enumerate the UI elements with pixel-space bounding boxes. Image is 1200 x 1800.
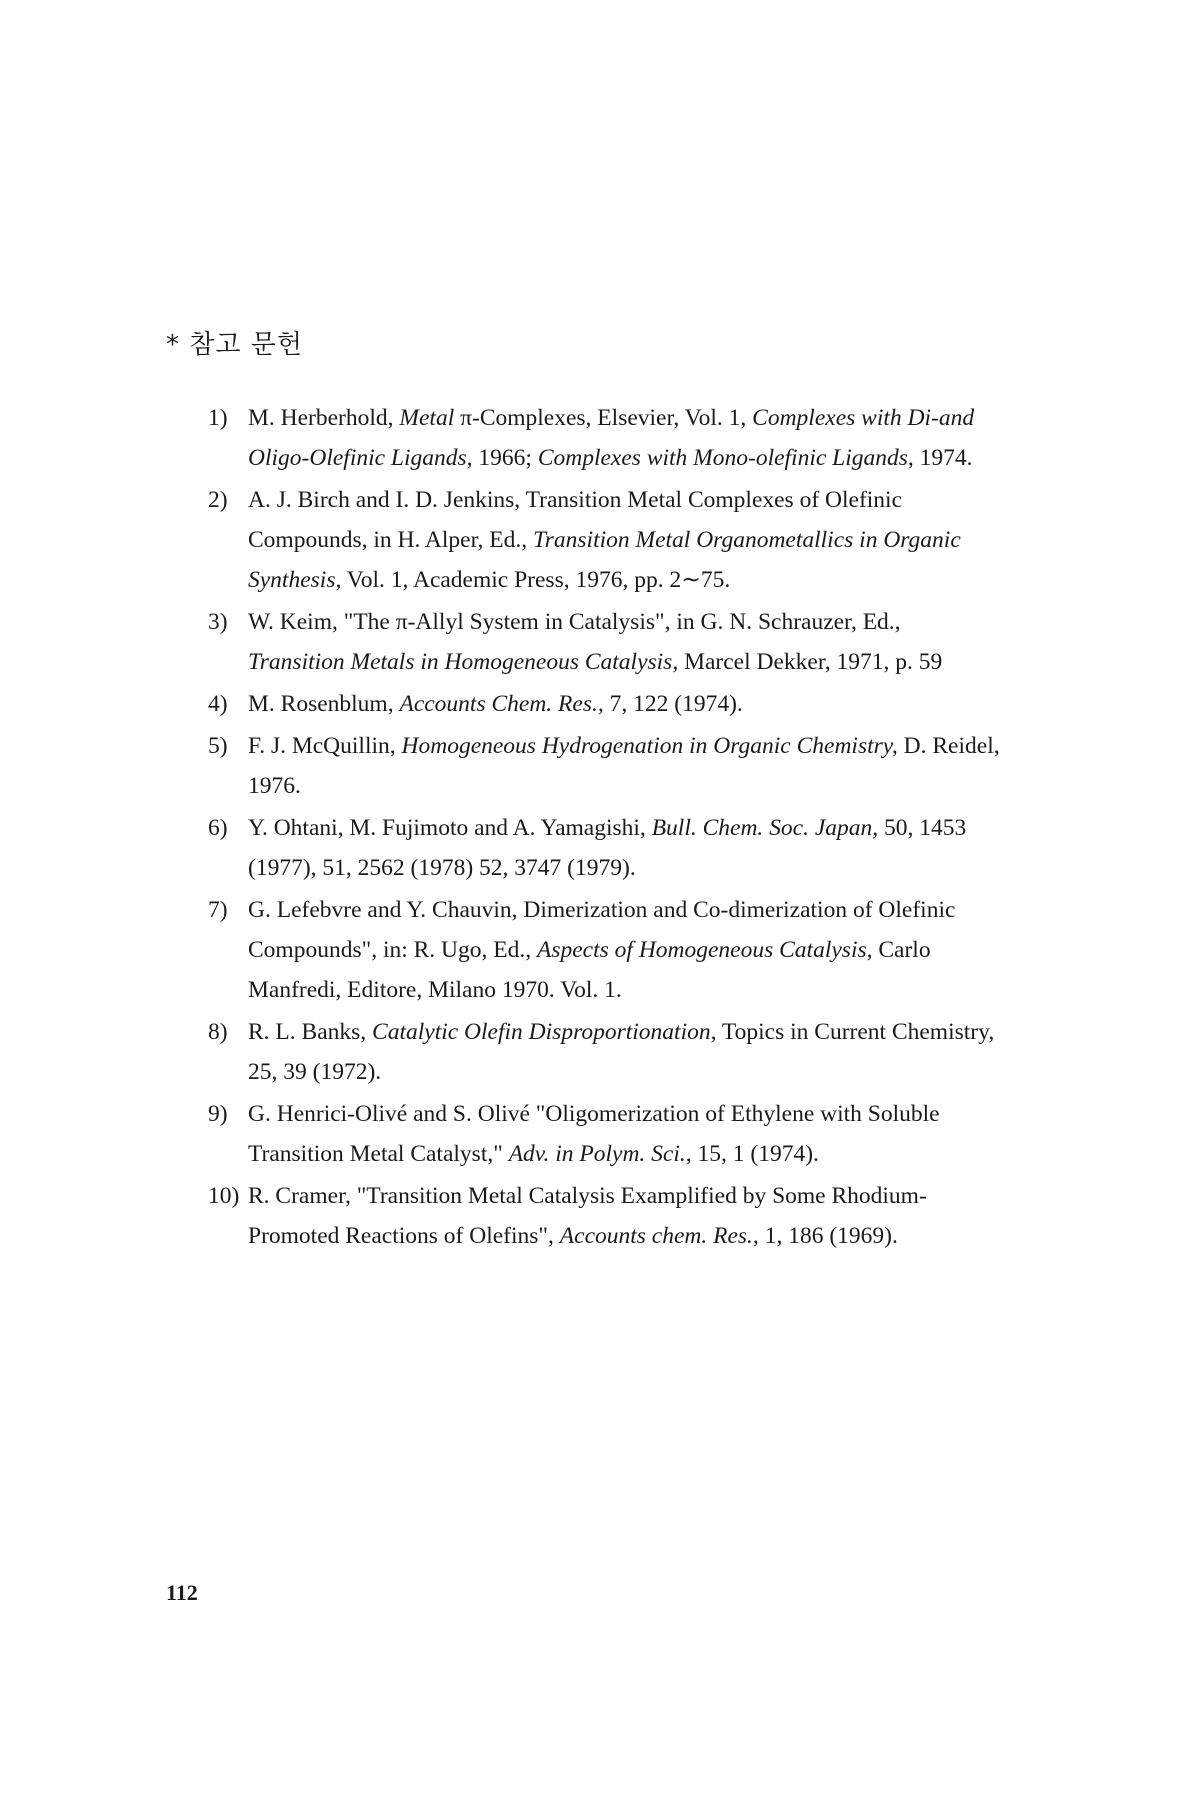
reference-text	[248, 1019, 994, 1085]
reference-title-italic: Transition Metal Organometallics in Organic Synthesis,	[248, 527, 961, 593]
reference-title-italic: Bull. Chem. Soc. Japan,	[651, 815, 879, 841]
reference-number: 4)	[208, 691, 228, 717]
reference-segment: Topics in Current Chemistry, 25, 39 (1972).	[248, 1019, 995, 1085]
reference-item-5	[208, 726, 1003, 806]
reference-title-italic: Complexes with Di-and Oligo-Olefinic Ligands,	[248, 405, 975, 471]
reference-text	[248, 733, 1000, 799]
reference-item-4	[208, 684, 1003, 724]
reference-text	[248, 815, 966, 881]
reference-segment: R. L. Banks,	[248, 1019, 373, 1045]
reference-text	[248, 691, 743, 717]
reference-segment: 1, 186 (1969).	[758, 1223, 898, 1249]
reference-item-6	[208, 808, 1003, 888]
reference-number: 6)	[208, 815, 228, 841]
reference-text	[248, 1183, 927, 1249]
reference-segment: M. Rosenblum,	[248, 691, 400, 717]
reference-segment: Y. Ohtani, M. Fujimoto and A. Yamagishi,	[248, 815, 652, 841]
reference-segment: R. Cramer, "Transition Metal Catalysis Examplified by Some Rhodium-Promoted Reactions of Olefins",	[248, 1183, 927, 1249]
reference-segment: M. Herberhold,	[248, 405, 400, 431]
reference-item-2	[208, 480, 1003, 600]
reference-number: 5)	[208, 733, 228, 759]
reference-segment: π-Complexes, Elsevier, Vol. 1,	[454, 405, 753, 431]
reference-segment: G. Henrici-Olivé and S. Olivé "Oligomerization of Ethylene with Soluble Transition Metal Catalyst,"	[248, 1101, 940, 1167]
reference-item-8	[208, 1012, 1003, 1092]
references-heading: * 참고 문헌	[166, 330, 303, 360]
reference-number: 2)	[208, 487, 228, 513]
reference-segment: 15, 1 (1974).	[691, 1141, 819, 1167]
reference-number: 3)	[208, 609, 228, 635]
reference-segment: 7, 122 (1974).	[603, 691, 743, 717]
reference-segment: D. Reidel, 1976.	[248, 733, 1000, 799]
reference-title-italic: Complexes with Mono-olefinic Ligands,	[537, 445, 914, 471]
reference-title-italic: Homogeneous Hydrogenation in Organic Chemistry,	[401, 733, 898, 759]
reference-title-italic: Metal	[399, 405, 455, 431]
reference-title-italic: Aspects of Homogeneous Catalysis,	[537, 937, 873, 963]
reference-text	[248, 609, 942, 675]
reference-segment: W. Keim, "The π-Allyl System in Catalysis", in G. N. Schrauzer, Ed.,	[248, 609, 901, 635]
reference-segment: A. J. Birch and I. D. Jenkins, Transition Metal Complexes of Olefinic Compounds, in H. Alper, Ed.,	[248, 487, 903, 553]
page-number: 112	[166, 1580, 198, 1605]
reference-item-10	[208, 1176, 1003, 1256]
reference-text	[248, 405, 974, 471]
reference-text	[248, 1101, 940, 1167]
reference-item-9	[208, 1094, 1003, 1174]
reference-segment: 1966;	[472, 445, 538, 471]
reference-title-italic: Adv. in Polym. Sci.,	[508, 1141, 692, 1167]
reference-segment: G. Lefebvre and Y. Chauvin, Dimerization and Co-dimerization of Olefinic Compounds", in: R. Ugo, Ed.,	[248, 897, 956, 963]
reference-text	[248, 897, 955, 1003]
reference-segment: Vol. 1, Academic Press, 1976, pp. 2∼75.	[341, 567, 731, 593]
reference-segment: Marcel Dekker, 1971, p. 59	[678, 649, 943, 675]
reference-number: 7)	[208, 897, 228, 923]
reference-item-1	[208, 398, 1003, 478]
reference-number: 1)	[208, 405, 228, 431]
reference-text	[248, 487, 961, 593]
reference-title-italic: Transition Metals in Homogeneous Catalysis,	[248, 649, 679, 675]
reference-list	[208, 398, 1003, 1258]
reference-item-3	[208, 602, 1003, 682]
reference-title-italic: Accounts chem. Res.,	[559, 1223, 759, 1249]
reference-title-italic: Catalytic Olefin Disproportionation,	[372, 1019, 717, 1045]
reference-title-italic: Accounts Chem. Res.,	[399, 691, 604, 717]
reference-segment: 1974.	[913, 445, 973, 471]
reference-item-7	[208, 890, 1003, 1010]
reference-segment: 50, 1453 (1977), 51, 2562 (1978) 52, 3747 (1979).	[248, 815, 967, 881]
reference-number: 8)	[208, 1019, 228, 1045]
reference-segment: Carlo Manfredi, Editore, Milano 1970. Vol. 1.	[248, 937, 931, 1003]
reference-segment: F. J. McQuillin,	[248, 733, 402, 759]
reference-number: 10)	[208, 1183, 240, 1209]
reference-number: 9)	[208, 1101, 228, 1127]
